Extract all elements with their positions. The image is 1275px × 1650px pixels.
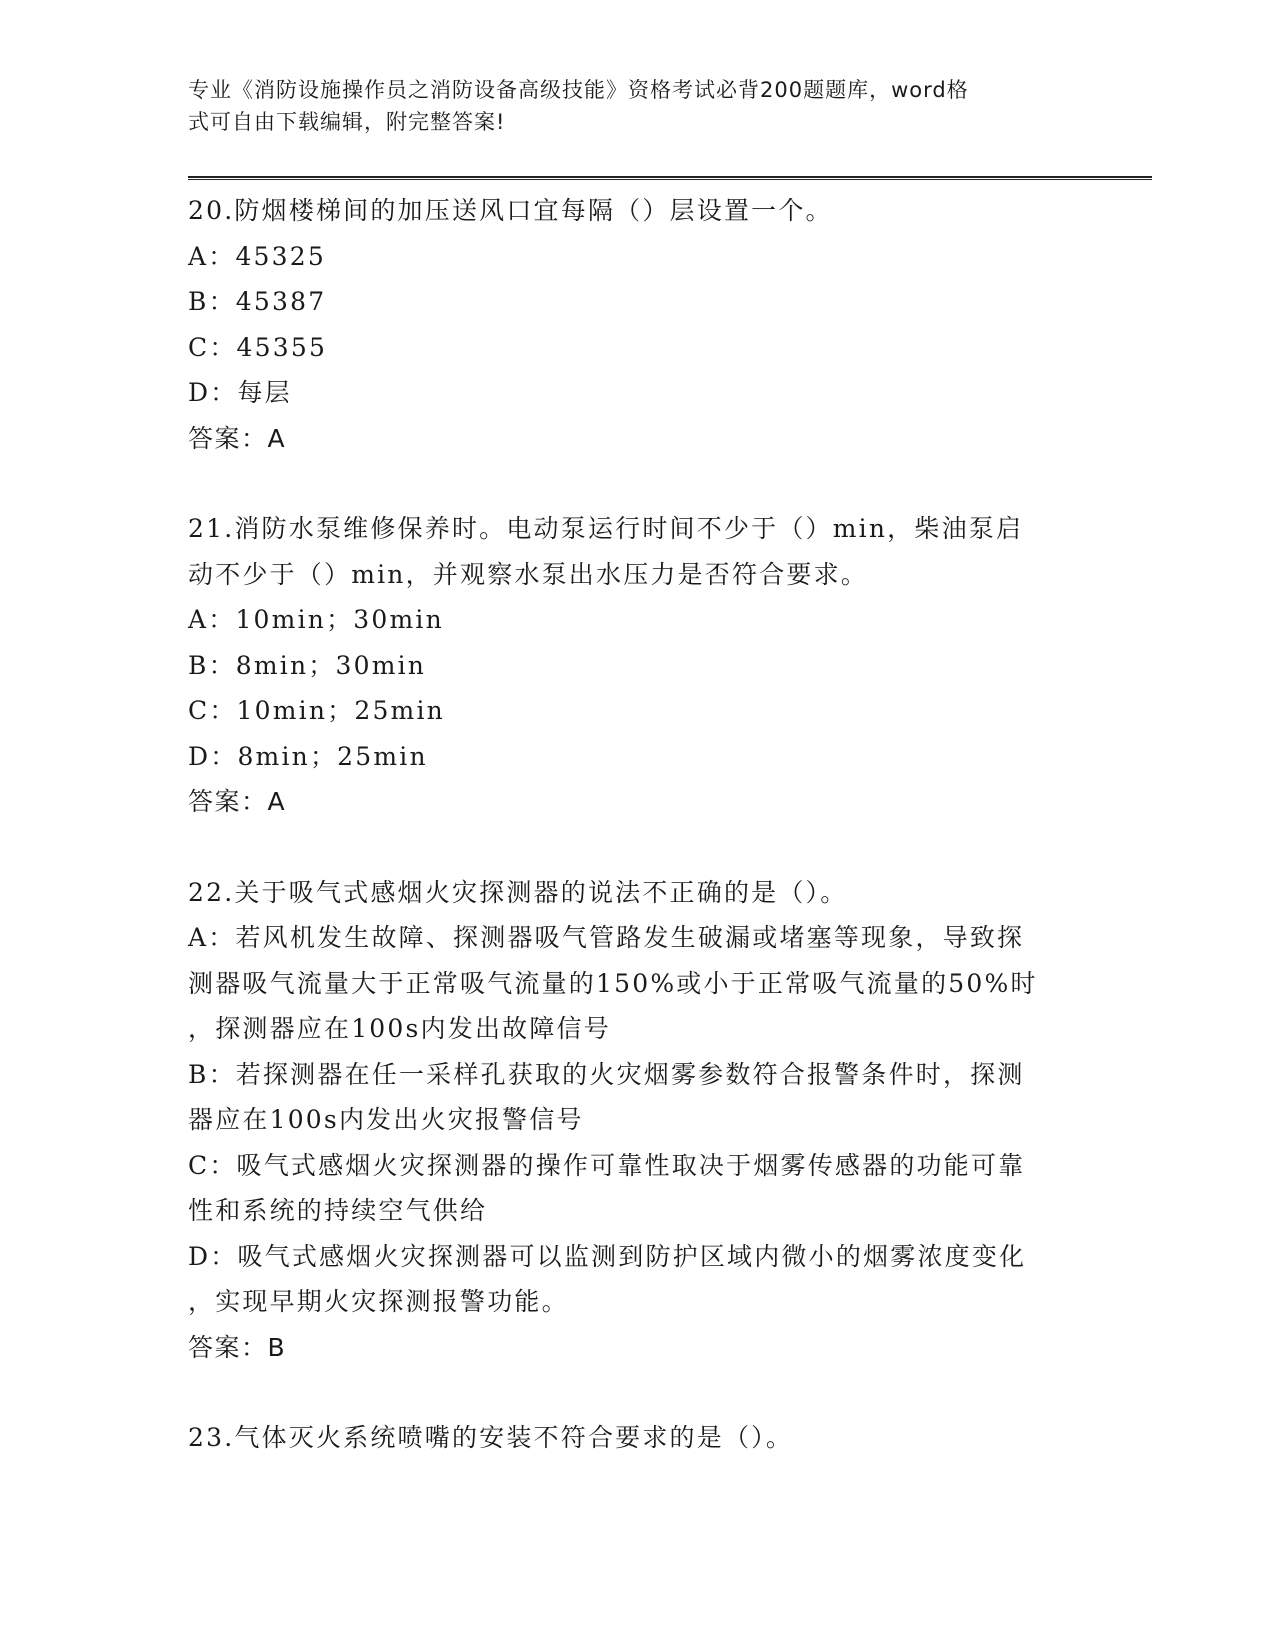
option-c: C：10min；25min	[188, 696, 445, 725]
answer-text: 答案：A	[188, 787, 287, 816]
option-c: 性和系统的持续空气供给	[188, 1196, 488, 1225]
spacer	[188, 1370, 1088, 1415]
question-stem: 23.气体灭火系统喷嘴的安装不符合要求的是（）。	[188, 1423, 794, 1452]
option-d: D：每层	[188, 378, 292, 407]
option-b: B：若探测器在任一采样孔获取的火灾烟雾参数符合报警条件时，探测	[188, 1059, 1025, 1089]
question-stem: 21.消防水泵维修保养时。电动泵运行时间不少于（）min，柴油泵启	[188, 514, 1024, 543]
option-d: D：吸气式感烟火灾探测器可以监测到防护区域内微小的烟雾浓度变化	[188, 1241, 1027, 1271]
option-c: C：45355	[188, 332, 328, 362]
header-note	[188, 74, 1068, 138]
question-21	[188, 506, 1088, 825]
option-a: A：45325	[188, 241, 326, 271]
spacer	[188, 825, 1088, 870]
question-20	[188, 188, 1088, 461]
option-d: ，实现早期火灾探测报警功能。	[188, 1287, 569, 1316]
header-divider	[188, 176, 1152, 180]
question-stem: 22.关于吸气式感烟火灾探测器的说法不正确的是（）。	[188, 877, 848, 907]
question-stem: 20.防烟楼梯间的加压送风口宜每隔（）层设置一个。	[188, 196, 833, 225]
header-note-line: 式可自由下载编辑，附完整答案!	[188, 110, 506, 134]
header-note-line: 专业《消防设施操作员之消防设备高级技能》资格考试必背200题题库，word格	[188, 78, 969, 102]
answer-text: 答案：B	[188, 1332, 287, 1362]
question-list	[188, 188, 1088, 1461]
option-a: A：10min；30min	[188, 605, 444, 634]
option-a: ，探测器应在100s内发出故障信号	[188, 1014, 611, 1043]
option-b: B：8min；30min	[188, 650, 427, 680]
answer-text: 答案：A	[188, 423, 287, 453]
question-23	[188, 1415, 1088, 1461]
spacer	[188, 461, 1088, 506]
question-stem: 动不少于（）min，并观察水泵出水压力是否符合要求。	[188, 559, 869, 589]
question-22	[188, 870, 1088, 1371]
option-b: B：45387	[188, 287, 327, 316]
option-c: C：吸气式感烟火灾探测器的操作可靠性取决于烟雾传感器的功能可靠	[188, 1150, 1026, 1180]
option-a: 测器吸气流量大于正常吸气流量的150%或小于正常吸气流量的50%时	[188, 968, 1038, 998]
option-d: D：8min；25min	[188, 741, 428, 771]
option-b: 器应在100s内发出火灾报警信号	[188, 1105, 584, 1134]
option-a: A：若风机发生故障、探测器吸气管路发生破漏或堵塞等现象，导致探	[188, 923, 1025, 952]
